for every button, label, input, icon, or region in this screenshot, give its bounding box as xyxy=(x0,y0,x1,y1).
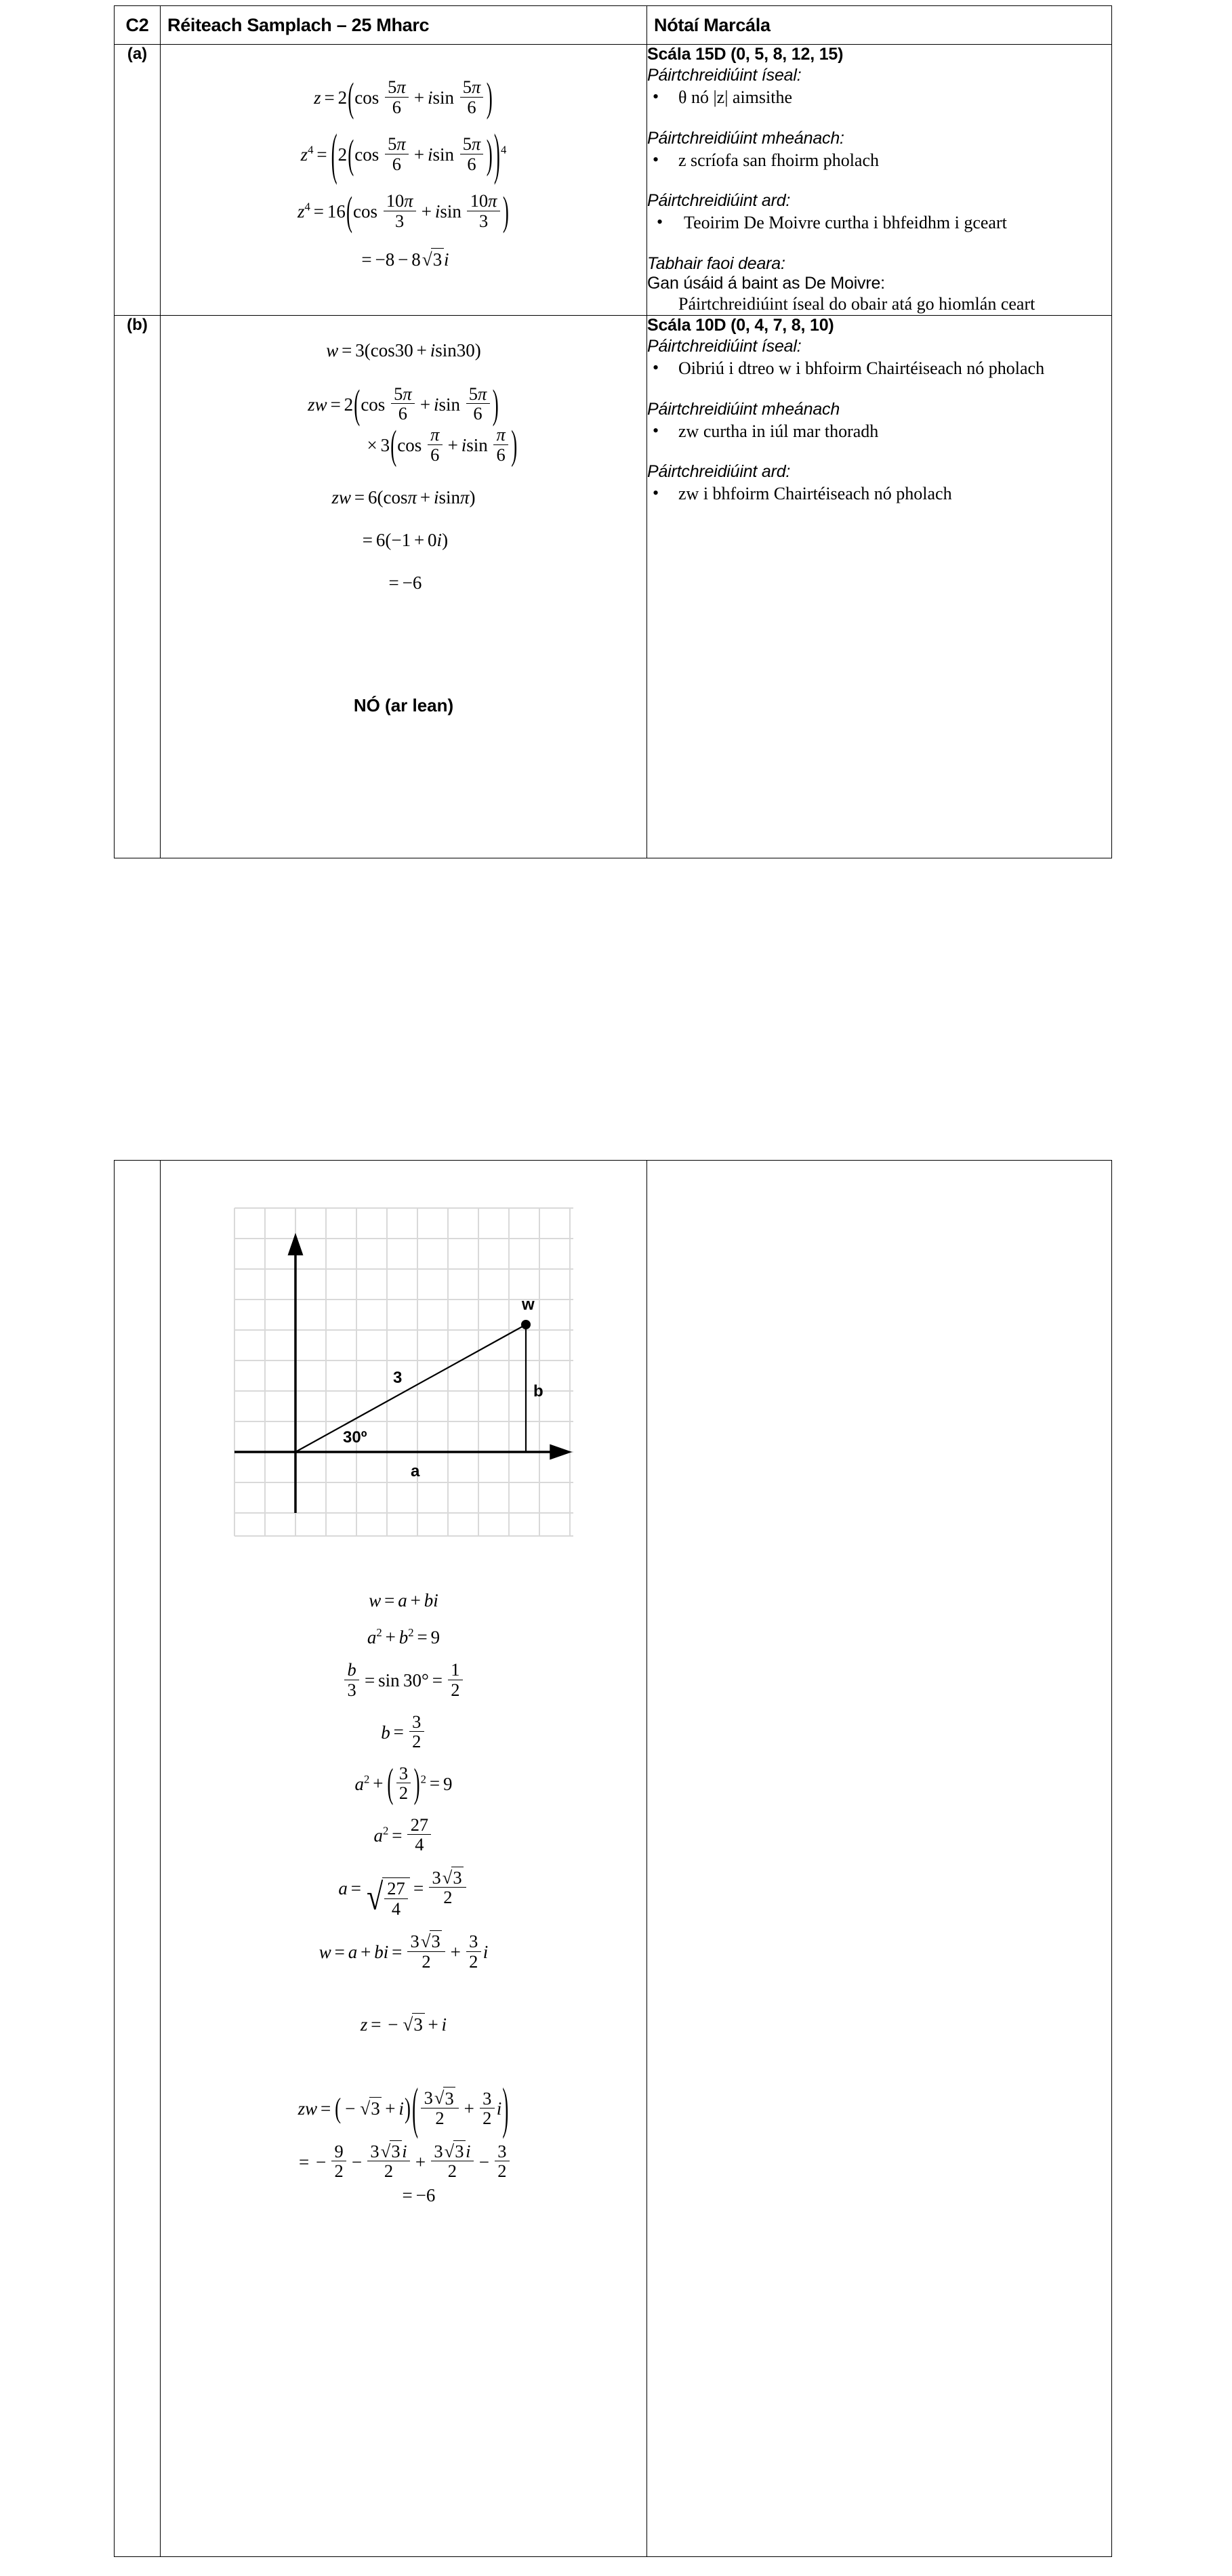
list-item: • Teoirim De Moivre curtha i bhfeidhm i gceart xyxy=(647,212,1111,234)
part-b-mid-heading: Páirtchreidiúint mheánach xyxy=(647,399,840,419)
equation-c-8: w = a + bi = $\frac{3√3}{2}$ + $\frac{3}{2}$ i xyxy=(319,1931,489,1972)
equation-a-4: = −8 − 8√3i xyxy=(174,248,633,270)
table-row-part-a xyxy=(115,45,1112,316)
equation-c-6: $a^2$ = $\frac{27}{4}$ xyxy=(174,1815,633,1854)
part-b-high-heading: Páirtchreidiúint ard: xyxy=(647,462,791,482)
part-a-low-heading: Páirtchreidiúint íseal: xyxy=(647,66,802,85)
list-item: • zw i bhfoirm Chairtéiseach nó pholach xyxy=(647,483,1111,505)
spacer xyxy=(647,234,1111,254)
part-a-label: (a) xyxy=(115,45,161,316)
equation-c-4: b = $\frac{3}{2}$ xyxy=(174,1712,633,1751)
spacer xyxy=(174,2048,633,2087)
diagram-label-b: b xyxy=(533,1382,543,1400)
equation-c-10: zw = ( − √3 + i)( $\frac{3√3}{2}$ + $\frac{3}{2}$ i) xyxy=(297,2076,509,2140)
part-a-high-heading: Páirtchreidiúint ard: xyxy=(647,191,791,211)
marking-scheme-table-top xyxy=(114,5,1112,858)
list-item: • zw curtha in iúl mar thoradh xyxy=(647,421,1111,442)
part-b-low-bullets xyxy=(647,358,1111,379)
part-a-note-line: Gan úsáid á baint as De Moivre: xyxy=(647,274,885,293)
list-item: • Oibriú i dtreo w i bhfoirm Chairtéiseach nó pholach xyxy=(647,358,1111,379)
equation-c-1: w = a + bi xyxy=(369,1590,438,1611)
part-b-continued-solution xyxy=(161,1161,647,2557)
header-question-col: C2 xyxy=(115,6,161,45)
part-b-label: (b) xyxy=(115,315,161,858)
part-b-high-bullets xyxy=(647,483,1111,505)
equation-b-5: = −6 xyxy=(388,573,422,594)
equation-c-12: = −6 xyxy=(402,2184,436,2205)
spacer xyxy=(647,442,1111,462)
equation-a-1: z = 2(cos $\frac{5\pi}{6}$ + isin $\frac{5\pi}{6}$ ) xyxy=(314,74,493,120)
part-a-low-bullets xyxy=(647,87,1111,108)
list-item: • θ nó |z| aimsithe xyxy=(647,87,1111,108)
table-header-row xyxy=(115,6,1112,45)
equation-c-7: a = √ $\frac{27}{4}$ = $\frac{3√3}{2}$ xyxy=(174,1867,633,1918)
part-b-continued-notes xyxy=(647,1161,1112,2557)
equation-c-2: $a^2 + b^2 = 9$ xyxy=(367,1626,440,1648)
part-a-notes xyxy=(647,45,1112,316)
diagram-label-a: a xyxy=(410,1462,419,1480)
equation-b-3: zw = 6(cosπ + isinπ) xyxy=(331,487,476,508)
spacer xyxy=(647,379,1111,400)
equation-a-3: $z^4 = 16(\cos$ $\frac{10\pi}{3}$ + isin $\frac{10\pi}{3}$ ) xyxy=(297,188,509,234)
header-notes-col: Nótaí Marcála xyxy=(647,6,1112,45)
table-row-part-b-continued xyxy=(115,1161,1112,2557)
part-a-scale-title: Scála 15D (0, 5, 8, 12, 15) xyxy=(647,45,844,64)
list-item: • z scríofa san fhoirm pholach xyxy=(647,150,1111,171)
marking-scheme-table-bottom xyxy=(114,1160,1112,2557)
equation-b-2b: × 3(cos $\frac{\pi}{6}$ + isin $\frac{\pi}{6}$ ) xyxy=(367,421,518,468)
argand-diagram xyxy=(225,1196,583,1548)
spacer xyxy=(647,171,1111,191)
part-a-note-heading: Tabhair faoi deara: xyxy=(647,254,785,274)
spacer xyxy=(647,108,1111,129)
spacer xyxy=(174,1983,633,2013)
part-b-solution xyxy=(161,315,647,858)
equation-c-9: z = − √3 + i xyxy=(174,2013,633,2035)
part-b-scale-title: Scála 10D (0, 4, 7, 8, 10) xyxy=(647,315,834,335)
table-row-part-b xyxy=(115,315,1112,858)
part-a-mid-heading: Páirtchreidiúint mheánach: xyxy=(647,128,844,148)
diagram-label-w: w xyxy=(521,1295,535,1314)
equation-b-1: w = 3(cos30 + isin30) xyxy=(326,339,481,360)
part-a-mid-bullets xyxy=(647,150,1111,171)
equation-c-3: $\frac{b}{3}$ = sin 30° = $\frac{1}{2}$ xyxy=(174,1660,633,1699)
part-b-notes xyxy=(647,315,1112,858)
diagram-background xyxy=(225,1196,583,1548)
part-a-note-hang: Páirtchreidiúint íseal do obair atá go hiomlán ceart xyxy=(678,294,1035,314)
part-b-low-heading: Páirtchreidiúint íseal: xyxy=(647,336,802,356)
equation-a-2: $z^4 = (2(\cos$ $\frac{5\pi}{6}$ + isin $\frac{5\pi}{6}$ ))$^4$ xyxy=(300,122,507,186)
part-a-high-bullets xyxy=(647,212,1111,234)
part-b-mid-bullets xyxy=(647,421,1111,442)
equation-b-4: = 6(−1 + 0i) xyxy=(362,530,449,551)
header-solution-col: Réiteach Samplach – 25 Mharc xyxy=(161,6,647,45)
continued-label: NÓ (ar lean) xyxy=(353,695,454,716)
argand-diagram-svg xyxy=(225,1196,583,1548)
continued-question-cell xyxy=(115,1161,161,2557)
diagram-label-angle: 30º xyxy=(342,1428,367,1447)
point-w-marker xyxy=(521,1320,531,1329)
spacer xyxy=(174,594,633,695)
equation-c-5: $a^2$ + ( $\frac{3}{2}$ )$^2$ = 9 xyxy=(354,1760,453,1806)
equation-c-11: = − $\frac{9}{2}$ − $\frac{3√3i}{2}$ + $\frac{3√3i}{2}$ − $\frac{3}{2}$ xyxy=(174,2140,633,2181)
diagram-label-hypotenuse: 3 xyxy=(392,1369,402,1387)
part-a-solution xyxy=(161,45,647,316)
spacer xyxy=(174,1548,633,1590)
equation-b-2a: zw = 2(cos $\frac{5\pi}{6}$ + isin $\frac{5\pi}{6}$ ) xyxy=(308,381,499,427)
